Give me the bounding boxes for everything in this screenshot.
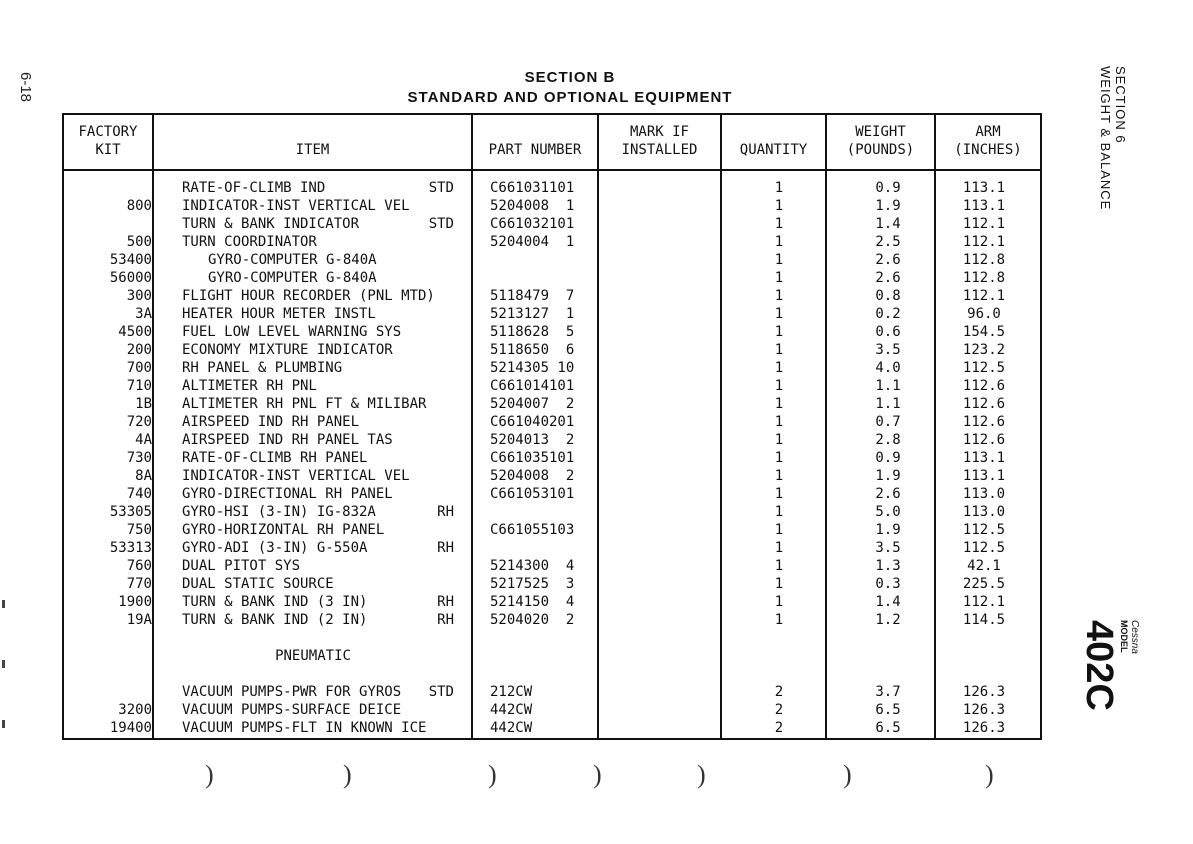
quantity-cell: 1 — [774, 504, 784, 520]
part-number-cell: C661053101 — [490, 486, 575, 502]
table-row — [64, 503, 1040, 521]
item-flag-cell: RH — [437, 504, 454, 520]
arm-cell: 112.8 — [962, 252, 1006, 268]
table-row — [64, 485, 1040, 503]
model-label: MODEL — [1119, 620, 1129, 653]
quantity-cell: 2 — [774, 702, 784, 718]
factory-kit-cell: 740 — [126, 486, 152, 502]
item-cell: GYRO-DIRECTIONAL RH PANEL — [182, 486, 393, 502]
weight-cell: 0.6 — [875, 324, 901, 340]
quantity-cell: 1 — [774, 198, 784, 214]
part-number-cell: 5118650 6 — [490, 342, 575, 358]
table-row — [64, 683, 1040, 701]
table-row — [64, 251, 1040, 269]
factory-kit-cell: 760 — [126, 558, 152, 574]
table-row — [64, 449, 1040, 467]
arm-cell: 112.1 — [962, 234, 1006, 250]
weight-cell: 2.6 — [875, 252, 901, 268]
item-flag-cell: STD — [428, 684, 454, 700]
weight-cell: 1.1 — [875, 378, 901, 394]
side-model-label — [1078, 620, 1140, 750]
part-number-cell: 5214300 4 — [490, 558, 575, 574]
factory-kit-cell: 8A — [135, 468, 152, 484]
arm-cell: 113.1 — [962, 450, 1006, 466]
table-row — [64, 287, 1040, 305]
weight-cell: 3.5 — [875, 342, 901, 358]
arm-cell: 112.6 — [962, 378, 1006, 394]
weight-cell: 3.5 — [875, 540, 901, 556]
header-mark-if-installed: MARK IF INSTALLED — [621, 124, 698, 158]
table-row — [64, 467, 1040, 485]
equipment-title: STANDARD AND OPTIONAL EQUIPMENT — [407, 89, 733, 106]
item-cell: RATE-OF-CLIMB RH PANEL — [182, 450, 368, 466]
item-cell: TURN & BANK IND (2 IN) — [182, 612, 368, 628]
factory-kit-cell: 53305 — [109, 504, 152, 520]
part-number-cell: 5118628 5 — [490, 324, 575, 340]
arm-cell: 112.6 — [962, 414, 1006, 430]
table-row — [64, 215, 1040, 233]
binder-mark: ) — [985, 760, 994, 789]
item-flag-cell: STD — [428, 180, 454, 196]
weight-cell: 0.8 — [875, 288, 901, 304]
table-row — [64, 593, 1040, 611]
part-number-cell: C661055103 — [490, 522, 575, 538]
weight-cell: 5.0 — [875, 504, 901, 520]
weight-cell: 1.9 — [875, 198, 901, 214]
part-number-cell: C661031101 — [490, 180, 575, 196]
factory-kit-cell: 750 — [126, 522, 152, 538]
quantity-cell: 1 — [774, 468, 784, 484]
item-cell: GYRO-HSI (3-IN) IG-832A — [182, 504, 376, 520]
arm-cell: 126.3 — [962, 684, 1006, 700]
item-flag-cell: RH — [437, 612, 454, 628]
part-number-cell: 5204008 2 — [490, 468, 575, 484]
item-cell: INDICATOR-INST VERTICAL VEL — [182, 468, 410, 484]
header-factory-kit: FACTORY KIT — [78, 124, 138, 158]
item-cell: AIRSPEED IND RH PANEL — [182, 414, 360, 430]
arm-cell: 126.3 — [962, 702, 1006, 718]
arm-cell: 112.6 — [962, 432, 1006, 448]
arm-cell: 113.0 — [962, 504, 1006, 520]
quantity-cell: 1 — [774, 612, 784, 628]
table-row — [64, 377, 1040, 395]
side-section-number: SECTION 6 — [1113, 66, 1128, 144]
item-cell: AIRSPEED IND RH PANEL TAS — [182, 432, 393, 448]
part-number-cell: C661040201 — [490, 414, 575, 430]
header-quantity: QUANTITY — [739, 142, 808, 158]
factory-kit-cell: 3200 — [118, 702, 152, 718]
side-section-label — [1088, 66, 1128, 256]
arm-cell: 112.5 — [962, 540, 1006, 556]
arm-cell: 113.1 — [962, 198, 1006, 214]
weight-cell: 1.4 — [875, 216, 901, 232]
weight-cell: 2.6 — [875, 270, 901, 286]
table-row — [64, 431, 1040, 449]
part-number-cell: 5204020 2 — [490, 612, 575, 628]
weight-cell: 1.9 — [875, 468, 901, 484]
header-arm: ARM (INCHES) — [954, 124, 1022, 158]
quantity-cell: 1 — [774, 432, 784, 448]
arm-cell: 112.1 — [962, 594, 1006, 610]
quantity-cell: 1 — [774, 216, 784, 232]
weight-cell: 2.5 — [875, 234, 901, 250]
quantity-cell: 1 — [774, 342, 784, 358]
quantity-cell: 1 — [774, 576, 784, 592]
item-cell: ALTIMETER RH PNL — [182, 378, 317, 394]
header-divider — [64, 169, 1040, 171]
part-number-cell: 442CW — [490, 720, 533, 736]
part-number-cell: 5213127 1 — [490, 306, 575, 322]
part-number-cell: 5214150 4 — [490, 594, 575, 610]
factory-kit-cell: 4500 — [118, 324, 152, 340]
arm-cell: 112.6 — [962, 396, 1006, 412]
factory-kit-cell: 19400 — [109, 720, 152, 736]
weight-cell: 1.9 — [875, 522, 901, 538]
part-number-cell: C661014101 — [490, 378, 575, 394]
item-cell: RATE-OF-CLIMB IND — [182, 180, 326, 196]
weight-cell: 2.8 — [875, 432, 901, 448]
factory-kit-cell: 1B — [135, 396, 152, 412]
table-row — [64, 719, 1040, 737]
factory-kit-cell: 730 — [126, 450, 152, 466]
quantity-cell: 1 — [774, 306, 784, 322]
weight-cell: 0.9 — [875, 180, 901, 196]
arm-cell: 123.2 — [962, 342, 1006, 358]
weight-cell: 1.4 — [875, 594, 901, 610]
table-row — [64, 269, 1040, 287]
quantity-cell: 1 — [774, 414, 784, 430]
part-number-cell: C661032101 — [490, 216, 575, 232]
arm-cell: 113.1 — [962, 468, 1006, 484]
quantity-cell: 1 — [774, 378, 784, 394]
equipment-table — [62, 113, 1042, 740]
quantity-cell: 1 — [774, 396, 784, 412]
factory-kit-cell: 500 — [126, 234, 152, 250]
brand-logo: Cessna — [1129, 620, 1140, 654]
table-row — [64, 395, 1040, 413]
side-section-title: WEIGHT & BALANCE — [1098, 66, 1113, 211]
item-flag-cell: STD — [428, 216, 454, 232]
header-weight: WEIGHT (POUNDS) — [846, 124, 915, 158]
part-number-cell: 5204007 2 — [490, 396, 575, 412]
part-number-cell: C661035101 — [490, 450, 575, 466]
weight-cell: 0.2 — [875, 306, 901, 322]
factory-kit-cell: 720 — [126, 414, 152, 430]
binder-mark: ) — [343, 760, 352, 789]
arm-cell: 112.5 — [962, 522, 1006, 538]
quantity-cell: 1 — [774, 594, 784, 610]
weight-cell: 4.0 — [875, 360, 901, 376]
binding-marks — [0, 600, 10, 740]
weight-cell: 6.5 — [875, 720, 901, 736]
item-cell: ECONOMY MIXTURE INDICATOR — [182, 342, 393, 358]
quantity-cell: 1 — [774, 522, 784, 538]
factory-kit-cell: 4A — [135, 432, 152, 448]
binder-mark: ) — [488, 760, 497, 789]
header-item: ITEM — [295, 142, 330, 158]
weight-cell: 2.6 — [875, 486, 901, 502]
quantity-cell: 2 — [774, 684, 784, 700]
weight-cell: 1.2 — [875, 612, 901, 628]
quantity-cell: 1 — [774, 360, 784, 376]
quantity-cell: 1 — [774, 486, 784, 502]
arm-cell: 113.1 — [962, 180, 1006, 196]
page-title — [370, 68, 770, 108]
item-cell: FUEL LOW LEVEL WARNING SYS — [182, 324, 402, 340]
quantity-cell: 1 — [774, 540, 784, 556]
weight-cell: 6.5 — [875, 702, 901, 718]
item-cell: TURN & BANK INDICATOR — [182, 216, 360, 232]
part-number-cell: 212CW — [490, 684, 533, 700]
part-number-cell: 5204013 2 — [490, 432, 575, 448]
item-cell: DUAL STATIC SOURCE — [182, 576, 334, 592]
arm-cell: 112.8 — [962, 270, 1006, 286]
weight-cell: 0.9 — [875, 450, 901, 466]
arm-cell: 154.5 — [962, 324, 1006, 340]
table-row — [64, 521, 1040, 539]
weight-cell: 0.7 — [875, 414, 901, 430]
item-cell: INDICATOR-INST VERTICAL VEL — [182, 198, 410, 214]
item-flag-cell: RH — [437, 540, 454, 556]
item-cell: DUAL PITOT SYS — [182, 558, 301, 574]
item-cell: VACUUM PUMPS-PWR FOR GYROS — [182, 684, 402, 700]
weight-cell: 1.1 — [875, 396, 901, 412]
table-row — [64, 575, 1040, 593]
factory-kit-cell: 1900 — [118, 594, 152, 610]
part-number-cell: 5214305 10 — [490, 360, 575, 376]
item-cell: HEATER HOUR METER INSTL — [182, 306, 376, 322]
factory-kit-cell: 53313 — [109, 540, 152, 556]
table-row — [64, 413, 1040, 431]
arm-cell: 113.0 — [962, 486, 1006, 502]
factory-kit-cell: 770 — [126, 576, 152, 592]
quantity-cell: 1 — [774, 270, 784, 286]
item-flag-cell: RH — [437, 594, 454, 610]
factory-kit-cell: 56000 — [109, 270, 152, 286]
factory-kit-cell: 3A — [135, 306, 152, 322]
arm-cell: 112.1 — [962, 288, 1006, 304]
table-row — [64, 611, 1040, 629]
table-row — [64, 629, 1040, 647]
table-row — [64, 665, 1040, 683]
table-row — [64, 359, 1040, 377]
part-number-cell: 5118479 7 — [490, 288, 575, 304]
table-row — [64, 701, 1040, 719]
table-row — [64, 341, 1040, 359]
part-number-cell: 5204008 1 — [490, 198, 575, 214]
factory-kit-cell: 53400 — [109, 252, 152, 268]
quantity-cell: 1 — [774, 252, 784, 268]
quantity-cell: 1 — [774, 288, 784, 304]
section-title: SECTION B — [524, 69, 616, 86]
item-cell: VACUUM PUMPS-SURFACE DEICE — [182, 702, 402, 718]
header-part-number: PART NUMBER — [488, 142, 582, 158]
item-cell: GYRO-HORIZONTAL RH PANEL — [182, 522, 385, 538]
weight-cell: 3.7 — [875, 684, 901, 700]
factory-kit-cell: 800 — [126, 198, 152, 214]
quantity-cell: 1 — [774, 450, 784, 466]
item-cell: GYRO-COMPUTER G-840A — [208, 252, 377, 268]
arm-cell: 42.1 — [967, 558, 1001, 574]
binder-mark: ) — [697, 760, 706, 789]
table-row — [64, 179, 1040, 197]
arm-cell: 112.1 — [962, 216, 1006, 232]
binder-marks — [0, 760, 1193, 800]
item-cell: TURN & BANK IND (3 IN) — [182, 594, 368, 610]
arm-cell: 114.5 — [962, 612, 1006, 628]
binder-mark: ) — [843, 760, 852, 789]
quantity-cell: 2 — [774, 720, 784, 736]
quantity-cell: 1 — [774, 234, 784, 250]
section-heading: PNEUMATIC — [275, 648, 351, 664]
table-row — [64, 197, 1040, 215]
table-row — [64, 557, 1040, 575]
binder-mark: ) — [205, 760, 214, 789]
item-cell: VACUUM PUMPS-FLT IN KNOWN ICE — [182, 720, 427, 736]
table-row — [64, 323, 1040, 341]
table-row — [64, 305, 1040, 323]
table-row — [64, 539, 1040, 557]
part-number-cell: 442CW — [490, 702, 533, 718]
arm-cell: 225.5 — [962, 576, 1006, 592]
table-body — [64, 179, 1040, 737]
item-cell: ALTIMETER RH PNL FT & MILIBAR — [182, 396, 427, 412]
quantity-cell: 1 — [774, 558, 784, 574]
factory-kit-cell: 710 — [126, 378, 152, 394]
quantity-cell: 1 — [774, 180, 784, 196]
weight-cell: 1.3 — [875, 558, 901, 574]
item-cell: RH PANEL & PLUMBING — [182, 360, 343, 376]
table-row — [64, 233, 1040, 251]
arm-cell: 126.3 — [962, 720, 1006, 736]
part-number-cell: 5204004 1 — [490, 234, 575, 250]
item-cell: GYRO-ADI (3-IN) G-550A — [182, 540, 368, 556]
quantity-cell: 1 — [774, 324, 784, 340]
model-number: 402C — [1078, 620, 1120, 711]
section-heading-row — [64, 647, 1040, 665]
weight-cell: 0.3 — [875, 576, 901, 592]
factory-kit-cell: 300 — [126, 288, 152, 304]
binder-mark: ) — [593, 760, 602, 789]
item-cell: FLIGHT HOUR RECORDER (PNL MTD) — [182, 288, 435, 304]
factory-kit-cell: 19A — [126, 612, 152, 628]
arm-cell: 96.0 — [967, 306, 1001, 322]
item-cell: GYRO-COMPUTER G-840A — [208, 270, 377, 286]
part-number-cell: 5217525 3 — [490, 576, 575, 592]
item-cell: TURN COORDINATOR — [182, 234, 317, 250]
page-number: 6-18 — [17, 72, 34, 103]
factory-kit-cell: 700 — [126, 360, 152, 376]
arm-cell: 112.5 — [962, 360, 1006, 376]
factory-kit-cell: 200 — [126, 342, 152, 358]
